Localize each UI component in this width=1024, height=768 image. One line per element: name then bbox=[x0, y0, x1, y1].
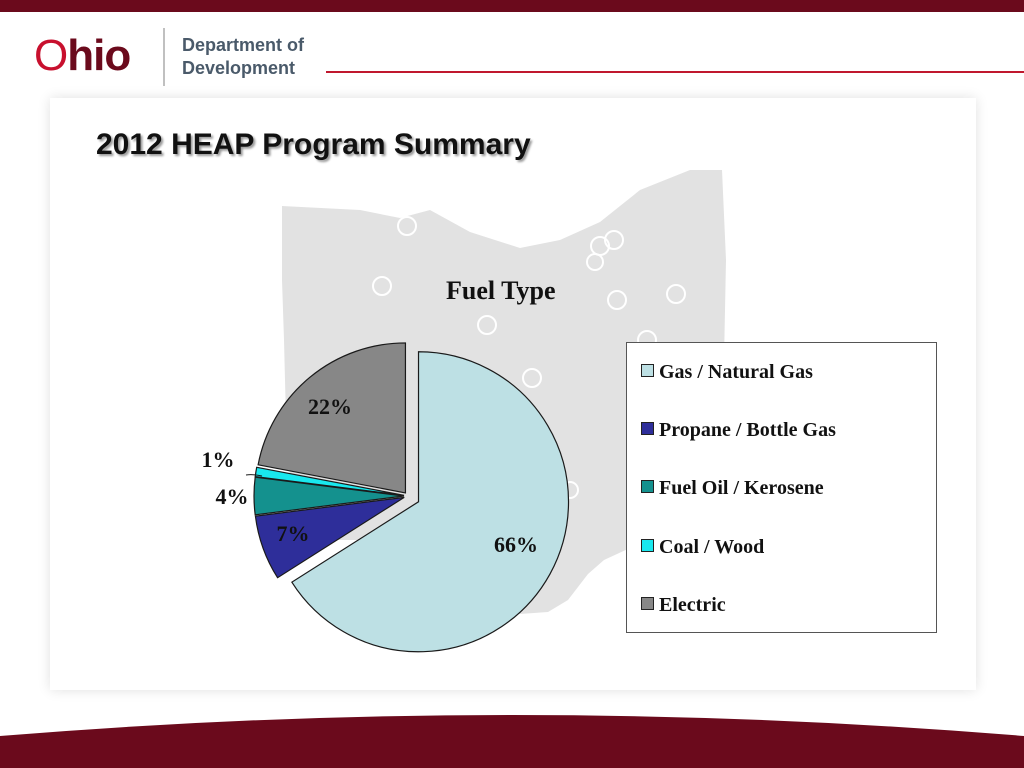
department-line-2: Development bbox=[182, 58, 296, 78]
data-label: 66% bbox=[494, 532, 538, 557]
logo-wordmark: Ohio bbox=[34, 31, 131, 80]
data-label: 22% bbox=[308, 394, 352, 419]
legend-label: Fuel Oil / Kerosene bbox=[659, 477, 824, 499]
data-label: 1% bbox=[201, 447, 235, 472]
legend-label: Gas / Natural Gas bbox=[659, 361, 813, 383]
legend-label: Electric bbox=[659, 594, 726, 616]
legend-label: Coal / Wood bbox=[659, 536, 765, 558]
slide-title: 2012 HEAP Program Summary bbox=[96, 128, 531, 161]
chart-title: Fuel Type bbox=[446, 276, 556, 305]
data-label: 7% bbox=[276, 521, 310, 546]
bottom-band-shape bbox=[0, 715, 1024, 768]
legend-label: Propane / Bottle Gas bbox=[659, 419, 836, 441]
department-line-1: Department of bbox=[182, 35, 305, 55]
data-label: 4% bbox=[215, 484, 249, 509]
